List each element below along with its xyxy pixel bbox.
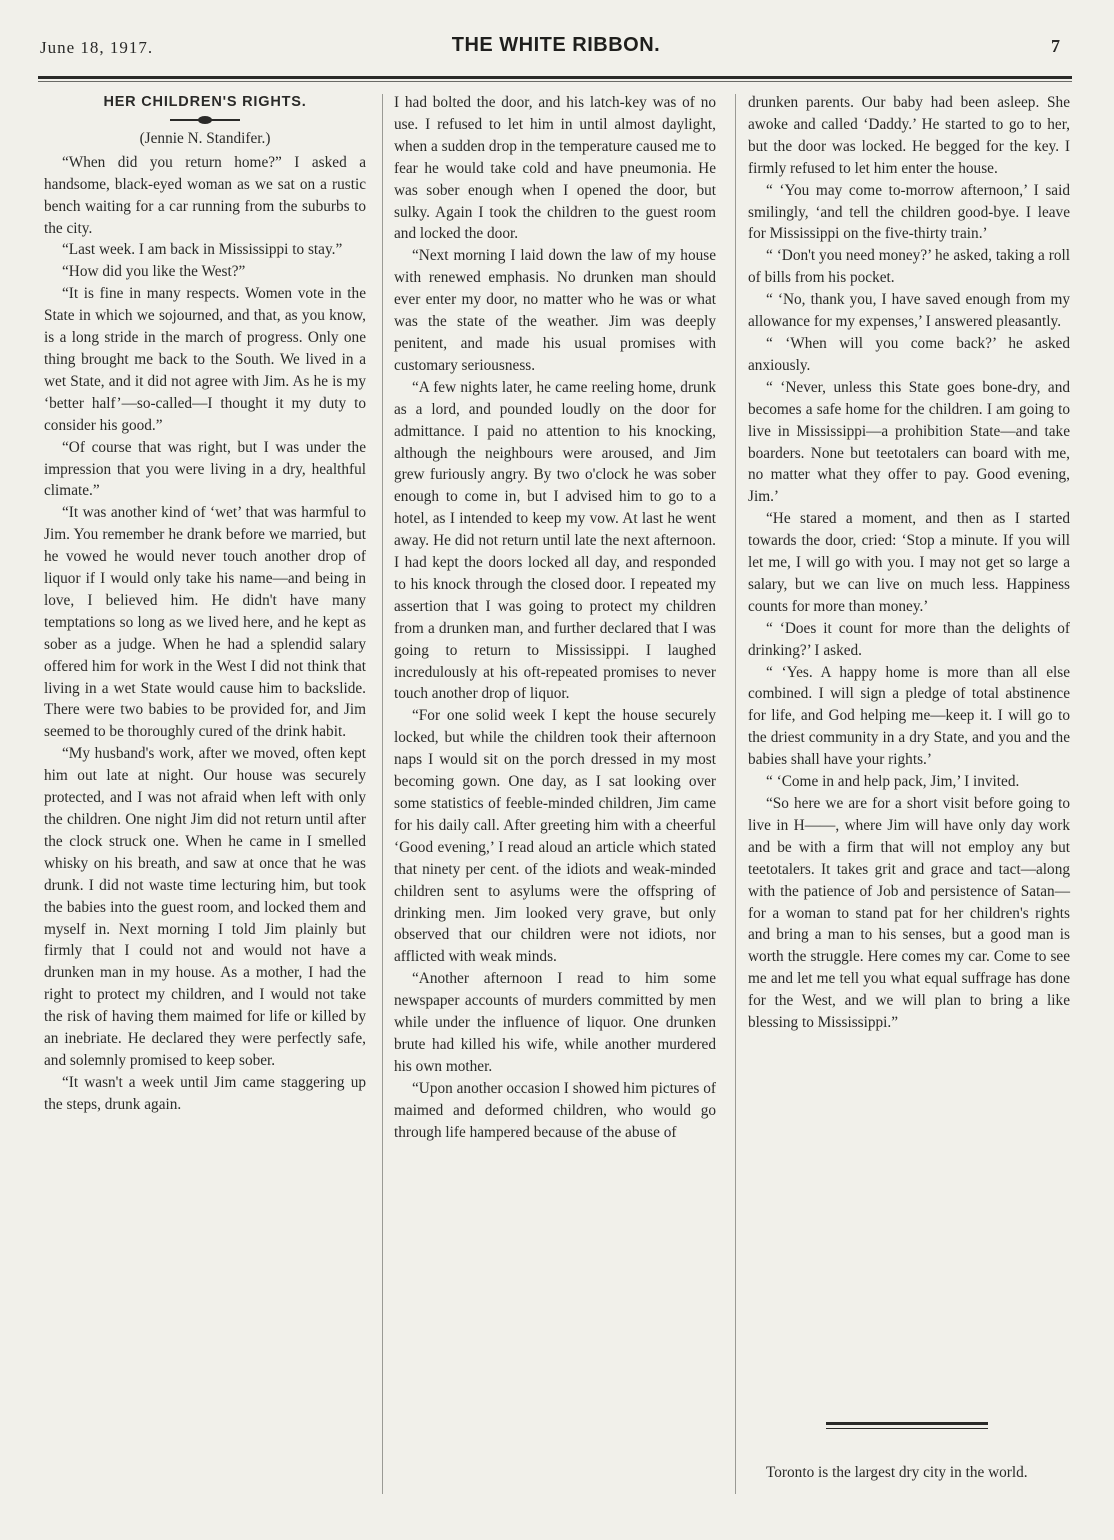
article-title: HER CHILDREN'S RIGHTS. [103,94,307,110]
paragraph: “Upon another occasion I showed him pictures of maimed and deformed children, who would go through life hampered because of the abuse of [394,1079,716,1141]
paragraph: “It was another kind of ‘wet’ that was harmful to Jim. You remember he drank before we married, but he vowed he would never touch another drop of liquor if I would only take his name—and being in love, I believed him. He didn't have many temptations so long as we lived here, and he kept as sober as a judge. When he had a splendid salary offered him for work in the West I did not think that living in a wet State would cause him to backslide. There were two babies to be provided for, and Jim seemed to be thoroughly cured of the drink habit. [44,504,366,741]
article-column-2 [394,92,716,1144]
paragraph: “It wasn't a week until Jim came staggering up the steps, drunk again. [44,1073,366,1113]
article-column-3 [748,92,1070,1034]
paragraph: “ ‘Does it count for more than the delights of drinking?’ I asked. [748,619,1070,659]
paragraph: “A few nights later, he came reeling home, drunk as a lord, and pounded loudly on the door for admittance. I paid no attention to his knocking, although the neighbours were aroused, and Jim grew furiously angry. By two o'clock he was sober enough to come in, but I advised him to go to a hotel, as I intended to keep my vow. At last he went away. He did not return until late the next afternoon. I had kept the doors locked all day, and responded to his knock through the closed door. I repeated my assertion that I was going to protect my children from a drunken man, and further declared that I was going to return to Mississippi. I laughed incredulously at his oft-repeated promises to never touch another drop of liquor. [394,378,716,703]
column-divider [735,94,736,1494]
article-end-rule [826,1422,988,1432]
page-number: 7 [1051,36,1060,56]
paragraph: I had bolted the door, and his latch-key was of no use. I refused to let him in until almost daylight, when a sudden drop in the temperature caused me to fear he would take cold and have pneumonia. He was sober enough when I opened the door, but sulky. Again I took the children to the guest room and locked the door. [394,94,716,243]
paragraph: “So here we are for a short visit before going to live in H——, where Jim will have only day work and be with a firm that will not employ any but teetotalers. It takes grit and grace and tact—along with the patience of Job and persistence of Satan—for a woman to stand pat for her children's rights and bring a man to his senses, but a good man is worth the struggle. Here comes my car. Come to see me and let me tell you what equal suffrage has done for the West, and we will plan to bring a like blessing to Mississippi.” [748,795,1070,1032]
paragraph: “It is fine in many respects. Women vote in the State in which we sojourned, and that, as you know, is a long stride in the march of progress. Only one thing brought me back to the South. We lived in a wet State, and it did not agree with Jim. As he is my ‘better half’—so-called—I thought it my duty to consider his good.” [44,285,366,434]
paragraph: “My husband's work, after we moved, often kept him out late at night. Our house was securely protected, and I was not afraid when left with only the children. One night Jim did not return until after the clock struck one. When he came in I smelled whisky on his breath, and saw at once that he was drunk. I did not waste time lecturing him, but took the babies into the guest room, and locked them and myself in. Next morning I told Jim plainly but firmly that I could not and would not have a drunken man in my house. As a mother, I had the right to protect my children, and I would not take the risk of having them maimed for life or killed by an inebriate. He declared they were perfectly safe, and solemnly promised to keep sober. [44,745,366,1069]
column-divider [382,94,383,1494]
title-ornament [170,116,240,124]
paragraph: “He stared a moment, and then as I started towards the door, cried: ‘Stop a minute. If you will let me, I will go with you. I may not get so large a salary, but we can live on much less. Happiness counts for more than money.’ [748,510,1070,615]
paragraph: “Last week. I am back in Mississippi to stay.” [62,241,343,259]
paragraph: “ ‘Yes. A happy home is more than all else combined. I will sign a pledge of total abstinence for life, and God helping me—keep it. I will go to the driest community in a dry State, and you and the babies shall have your rights.’ [748,663,1070,769]
article-byline: (Jennie N. Standifer.) [139,129,271,147]
paragraph: “ ‘No, thank you, I have saved enough from my allowance for my expenses,’ I answered pleasantly. [748,291,1070,331]
header-rule-thin [38,81,1072,82]
paragraph: “For one solid week I kept the house securely locked, but while the children took their afternoon naps I would sit on the porch dressed in my most becoming gown. One day, as I sat looking over some statistics of feeble-minded children, Jim came for his daily call. After greeting him with a cheerful ‘Good evening,’ I read aloud an article which stated that ninety per cent. of the idiots and weak-minded children sent to asylums were the offspring of drinking men. Jim looked very grave, but only observed that our children were not idiots, nor afflicted with weak minds. [394,707,716,966]
paragraph: “ ‘You may come to-morrow afternoon,’ I said smilingly, ‘and tell the children good-bye. I leave for Mississippi on the five-thirty train.’ [748,181,1070,243]
paragraph: “Of course that was right, but I was under the impression that you were living in a dry, healthful climate.” [44,438,366,500]
paragraph: “How did you like the West?” [62,263,246,281]
page-header [40,32,1072,72]
header-rule [38,76,1072,79]
paragraph: “ ‘Come in and help pack, Jim,’ I invited. [766,773,1020,791]
paragraph: “Another afternoon I read to him some newspaper accounts of murders committed by men while under the influence of liquor. One drunken brute had killed his wife, while another murdered his own mother. [394,970,716,1075]
issue-date: June 18, 1917. [40,38,154,57]
paragraph: “Next morning I laid down the law of my house with renewed emphasis. No drunken man should ever enter my door, no matter who he was or what was the state of the weather. Jim was deeply penitent, and made his usual promises with customary seriousness. [394,247,716,374]
article-column-1 [44,92,366,1116]
filler-note [748,1462,1070,1484]
paragraph: “ ‘Don't you need money?’ he asked, taking a roll of bills from his pocket. [748,247,1070,287]
masthead: THE WHITE RIBBON. [451,34,661,56]
paragraph: drunken parents. Our baby had been asleep. She awoke and called ‘Daddy.’ He started to go to her, but the door was locked. He begged for the key. I firmly refused to let him enter the house. [748,94,1070,177]
paragraph: “ ‘When will you come back?’ he asked anxiously. [748,334,1070,374]
paragraph: “When did you return home?” I asked a handsome, black-eyed woman as we sat on a rustic bench waiting for a car running from the suburbs to the city. [44,153,366,237]
note-text: Toronto is the largest dry city in the world. [766,1464,1028,1481]
paragraph: “ ‘Never, unless this State goes bone-dry, and becomes a safe home for the children. I am going to live in Mississippi—a prohibition State—and take boarders. None but teetotalers can board with me, no matter what they offer to pay. Good evening, Jim.’ [748,378,1070,506]
